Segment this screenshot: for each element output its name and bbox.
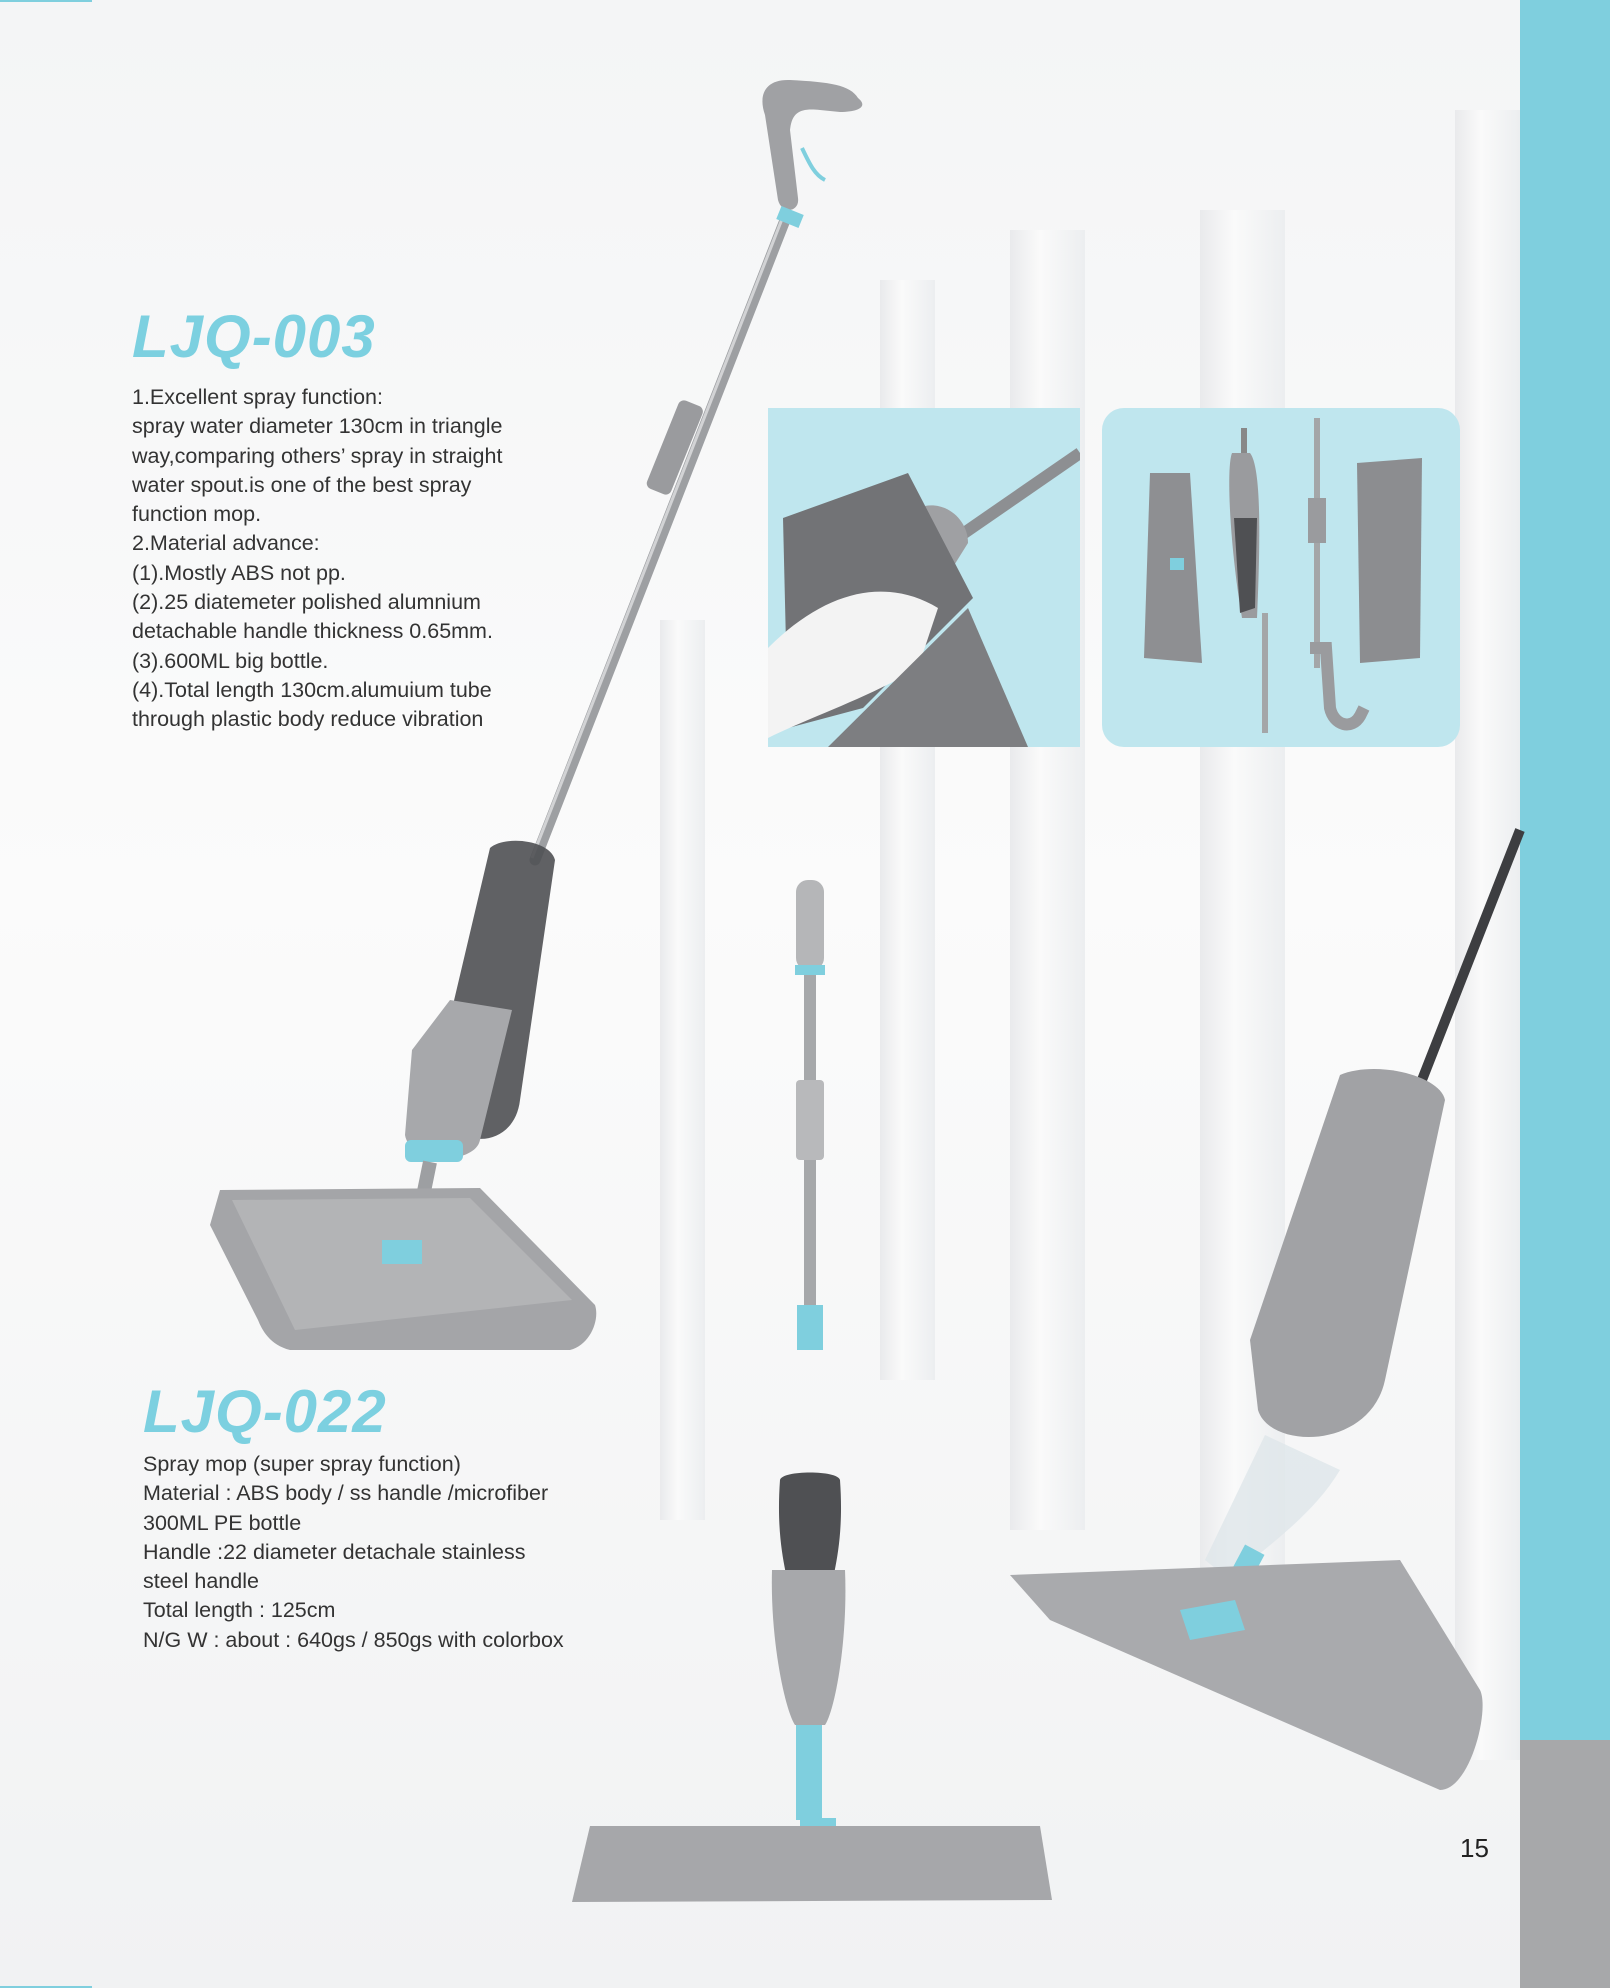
- page-number: 15: [1460, 1833, 1489, 1863]
- description-line: 300ML PE bottle: [143, 1510, 302, 1535]
- description-line: way,comparing others’ spray in straight: [132, 443, 503, 468]
- product-description-ljq-022: [143, 1450, 564, 1655]
- description-line: through plastic body reduce vibration: [132, 707, 484, 732]
- description-line: N/G W : about : 640gs / 850gs with colorbox: [143, 1627, 564, 1652]
- description-line: Handle :22 diameter detachale stainless: [143, 1539, 526, 1564]
- description-line: function mop.: [132, 502, 262, 527]
- description-line: (4).Total length 130cm.alumuium tube: [132, 677, 492, 702]
- description-line: Total length : 125cm: [143, 1598, 336, 1623]
- description-line: steel handle: [143, 1569, 259, 1594]
- description-line: 1.Excellent spray function:: [132, 385, 383, 409]
- model-title-ljq-003: LJQ-003: [132, 303, 376, 370]
- product-description-ljq-003: [132, 383, 502, 735]
- description-line: (3).600ML big bottle.: [132, 648, 329, 673]
- description-line: 2.Material advance:: [132, 531, 320, 556]
- description-line: water spout.is one of the best spray: [132, 472, 472, 497]
- description-line: Material : ABS body / ss handle /microfiber: [143, 1481, 549, 1506]
- model-title-ljq-022: LJQ-022: [143, 1378, 387, 1445]
- description-line: detachable handle thickness 0.65mm.: [132, 619, 493, 644]
- description-line: Spray mop (super spray function): [143, 1452, 461, 1476]
- description-line: (1).Mostly ABS not pp.: [132, 560, 346, 585]
- description-line: (2).25 diatemeter polished alumnium: [132, 590, 481, 615]
- description-line: spray water diameter 130cm in triangle: [132, 414, 503, 439]
